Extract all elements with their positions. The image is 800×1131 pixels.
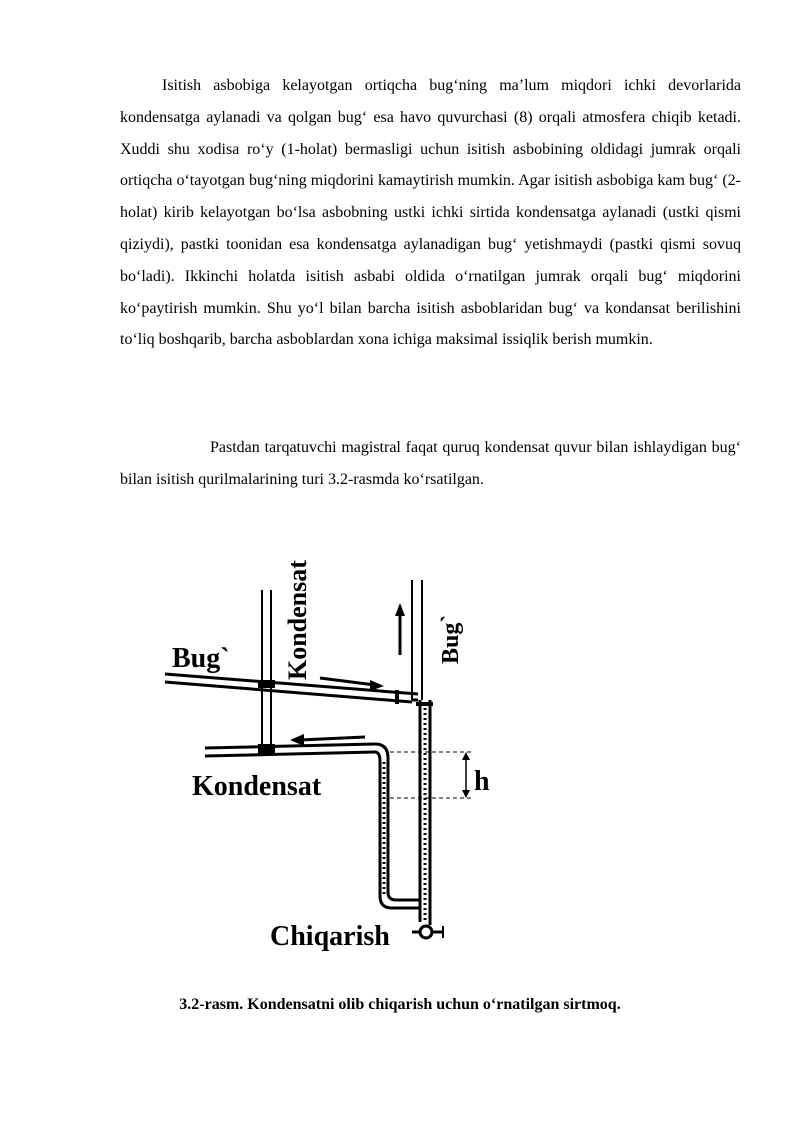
bug-up-arrowhead bbox=[395, 603, 405, 616]
steam-main-joint bbox=[258, 680, 275, 688]
figure-caption: 3.2-rasm. Kondensatni olib chiqarish uchun o‘rnatilgan sirtmoq. bbox=[179, 996, 621, 1013]
dimension-h-arrowhead-top bbox=[462, 752, 470, 760]
label-chiqarish: Chiqarish bbox=[270, 921, 390, 952]
steam-flow-arrow bbox=[320, 678, 375, 685]
steam-main-joint-2 bbox=[395, 690, 399, 704]
condensate-main-bottom bbox=[205, 752, 375, 756]
label-kondensat-bottom: Kondensat bbox=[192, 771, 322, 802]
u-loop-bottom-inner bbox=[388, 892, 420, 900]
u-loop-left-leg-inner bbox=[375, 752, 380, 898]
drain-valve-icon bbox=[420, 926, 432, 938]
label-h: h bbox=[474, 766, 490, 797]
u-loop-bottom bbox=[380, 896, 420, 908]
dimension-h-arrowhead-bottom bbox=[462, 790, 470, 798]
paragraph-2: Pastdan tarqatuvchi magistral faqat quruq kondensat quvur bilan ishlaydigan bug‘ bilan isitish qurilmalarining turi 3.2-rasmda ko‘rsatilgan. bbox=[120, 439, 741, 488]
label-bug-left: Bug` bbox=[172, 643, 230, 674]
condensate-loop-diagram bbox=[150, 530, 490, 970]
paragraph-1: Isitish asbobiga kelayotgan ortiqcha bug‘ning ma’lum miqdori ichki devorlarida kondensatga aylanadi va qolgan bug‘ esa havo quvurchasi (8) orqali atmosfera chiqib ketadi. Xuddi shu xodisa ro‘y (1-holat) bermasligi uchun isitish asbobining oldidagi jumrak orqali ortiqcha o‘tayotgan bug‘ning miqdorini kamaytirish mumkin. Agar isitish asbobiga kam bug‘ (2-holat) kirib kelayotgan bo‘lsa asbobning ustki ichki sirtida kondensatga aylanadi (ustki qismi qiziydi), pastki toonidan esa kondensatga aylanadigan bug‘ yetishmaydi (pastki qismi sovuq bo‘ladi). Ikkinchi holatda isitish asbabi oldida o‘rnatilgan jumrak orqali bug‘ miqdorini ko‘paytirish mumkin. Shu yo‘l bilan barcha isitish asboblaridan bug‘ va kondansat berilishini to‘liq boshqarib, barcha asboblardan xona ichiga maksimal issiqlik berish mumkin. bbox=[120, 77, 741, 349]
condensate-main-joint bbox=[258, 744, 275, 754]
condensate-flow-arrowhead bbox=[290, 734, 304, 746]
condensate-loop-figure bbox=[150, 530, 490, 970]
label-bug-vertical: Bug` bbox=[438, 614, 464, 664]
condensate-main-top bbox=[205, 744, 375, 748]
steam-elbow-joint bbox=[416, 702, 433, 706]
condensate-flow-arrow bbox=[300, 737, 365, 740]
label-kondensat-vertical: Kondensat bbox=[283, 560, 312, 680]
